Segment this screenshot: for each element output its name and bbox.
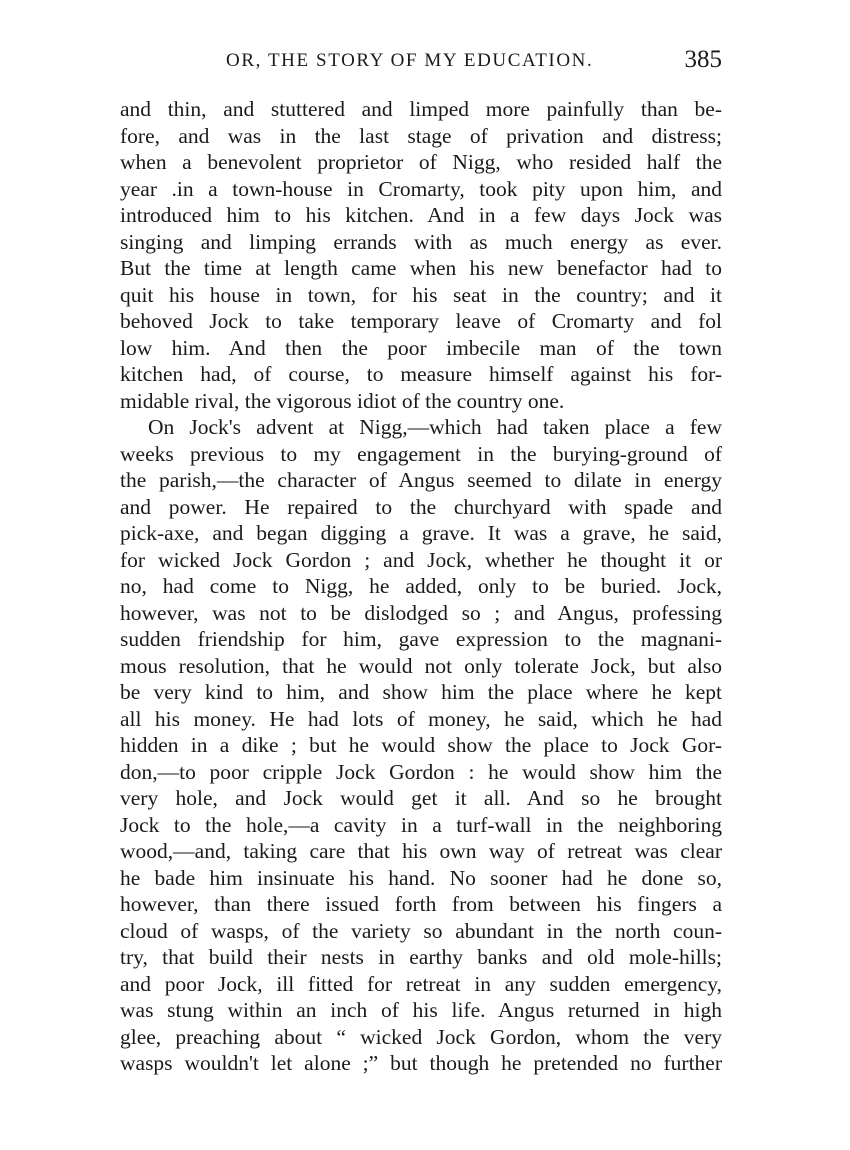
- text-line: when a benevolent proprietor of Nigg, who resided half the: [120, 150, 722, 174]
- text-line: be very kind to him, and show him the place where he kept: [120, 680, 722, 704]
- text-line: But the time at length came when his new benefactor had to: [120, 256, 722, 280]
- running-title: OR, THE STORY OF MY EDUCATION.: [226, 50, 594, 71]
- text-line: Jock to the hole,—a cavity in a turf-wall in the neighboring: [120, 812, 722, 837]
- paragraph-2: [120, 414, 722, 1077]
- text-line: and power. He repaired to the churchyard with spade and: [120, 494, 722, 519]
- text-line: fore, and was in the last stage of privation and distress;: [120, 123, 722, 148]
- text-line: glee, preaching about “ wicked Jock Gordon, whom the very: [120, 1024, 722, 1049]
- text-line: and poor Jock, ill fitted for retreat in any sudden emergency,: [120, 971, 722, 996]
- text-line: behoved Jock to take temporary leave of Cromarty and fol: [120, 309, 722, 333]
- body-text: [120, 96, 722, 1077]
- text-line: however, than there issued forth from between his fingers a: [120, 892, 722, 916]
- text-line: the parish,—the character of Angus seemed to dilate in energy: [120, 468, 722, 492]
- text-line: however, was not to be dislodged so ; and Angus, professing: [120, 600, 722, 625]
- text-line: don,—to poor cripple Jock Gordon : he would show him the: [120, 759, 722, 784]
- text-line: for wicked Jock Gordon ; and Jock, whether he thought it or: [120, 547, 722, 572]
- text-line: hidden in a dike ; but he would show the place to Jock Gor-: [120, 733, 722, 757]
- text-line: and thin, and stuttered and limped more painfully than be-: [120, 97, 722, 121]
- paragraph-1: [120, 96, 722, 414]
- text-line: no, had come to Nigg, he added, only to be buried. Jock,: [120, 574, 722, 598]
- running-head: [120, 46, 722, 80]
- text-line: weeks previous to my engagement in the burying-ground of: [120, 441, 722, 466]
- page-number: 385: [684, 46, 722, 73]
- text-line: cloud of wasps, of the variety so abundant in the north coun-: [120, 918, 722, 943]
- text-line: sudden friendship for him, gave expression to the magnani-: [120, 627, 722, 651]
- text-line: On Jock's advent at Nigg,—which had taken place a few: [148, 415, 722, 439]
- text-line: midable rival, the vigorous idiot of the country one.: [120, 388, 565, 413]
- text-line: he bade him insinuate his hand. No sooner had he done so,: [120, 865, 722, 890]
- text-line: low him. And then the poor imbecile man of the town: [120, 335, 722, 360]
- text-line: wasps wouldn't let alone ;” but though he pretended no further: [120, 1051, 722, 1075]
- text-line: year .in a town-house in Cromarty, took pity upon him, and: [120, 176, 722, 201]
- text-line: very hole, and Jock would get it all. And so he brought: [120, 786, 722, 810]
- text-line: introduced him to his kitchen. And in a few days Jock was: [120, 203, 722, 227]
- text-line: quit his house in town, for his seat in the country; and it: [120, 282, 722, 307]
- text-line: wood,—and, taking care that his own way of retreat was clear: [120, 839, 722, 863]
- text-line: was stung within an inch of his life. Angus returned in high: [120, 998, 722, 1022]
- text-line: kitchen had, of course, to measure himself against his for-: [120, 362, 722, 386]
- text-line: all his money. He had lots of money, he said, which he had: [120, 706, 722, 731]
- text-line: mous resolution, that he would not only tolerate Jock, but also: [120, 653, 722, 678]
- text-line: pick-axe, and began digging a grave. It was a grave, he said,: [120, 521, 722, 545]
- text-line: singing and limping errands with as much energy as ever.: [120, 229, 722, 254]
- text-line: try, that build their nests in earthy banks and old mole-hills;: [120, 945, 722, 969]
